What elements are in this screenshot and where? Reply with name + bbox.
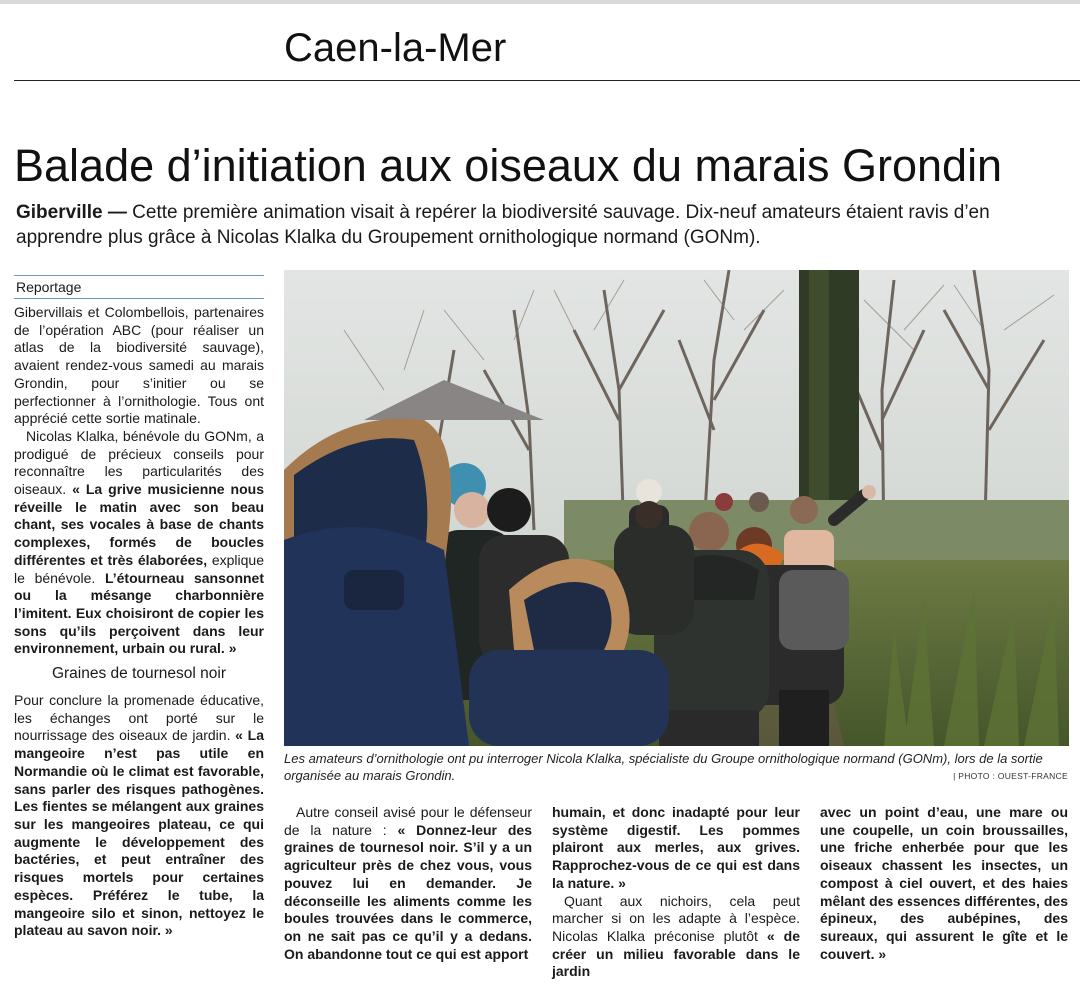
article-photo (284, 270, 1069, 746)
paragraph-feeding (14, 692, 264, 940)
column-1 (14, 304, 264, 940)
text-plain: Pour conclure la promenade éducative, les échanges ont porté sur le nourrissage des oiseaux de jardin. (14, 692, 264, 744)
quote-bold: « La mangeoire n’est pas utile en Normandie où le climat est favorable, sans parler des risques pathogènes. Les fientes se mélangent aux graines sur les mangeoires plateau, ce qui augmente le développement des bactéries, et peut entraîner des risques mortels pour certaines espèces. Préférez le tube, la mangeoire silo et sinon, nettoyez le plateau au savon noir. » (14, 727, 264, 939)
article-headline: Balade d’initiation aux oiseaux du marais Grondin (14, 140, 1003, 191)
text-plain: Nicolas Klalka, bénévole du GONm, a prodigué de précieux conseils pour reconnaître les particularités des oiseaux. (14, 427, 264, 498)
quote-bold: « Donnez-leur des graines de tournesol noir. S’il y a un agriculteur près de chez vous, vous pouvez lui en demander. Je déconseille les aliments comme les boules trouvées dans le commerce, on ne sait pas ce qu’il y a dedans. On abandonne tout ce qui est apport (284, 821, 532, 962)
lead-dateline: Giberville — (16, 202, 127, 223)
section-title: Caen-la-Mer (284, 26, 507, 70)
quote-bold: « La grive musicienne nous réveille le matin avec son beau chant, ses vocales à base de chants complexes, formés de boucles différentes et très élaborées, (14, 481, 264, 568)
birdwatchers-photo-illustration (284, 270, 1069, 746)
column-3 (552, 804, 800, 981)
photo-caption: Les amateurs d’ornithologie ont pu interroger Nicola Klalka, spécialiste du Groupe ornithologique normand (GONm), lors de la sortie organisée au marais Grondin. (284, 751, 1043, 783)
article-lead (16, 200, 1016, 250)
quote-bold: « de créer un milieu favorable dans le jardin (552, 927, 801, 980)
paragraph-nest-boxes (552, 893, 800, 982)
text-plain: Quant aux nichoirs, cela peut marcher si on les adapte à l’espèce. Nicolas Klalka préconise plutôt (552, 892, 800, 944)
quote-bold: avec un point d’eau, une mare ou une coupelle, un coin broussailles, une friche enherbée pour que les oiseaux chassent les insectes, un compost à ciel ouvert, et des haies mêlant des essences différentes, des épineux, des aubépines, des sureaux, qui assurent le gîte et le couvert. » (820, 804, 1068, 962)
paragraph-garden (820, 804, 1068, 963)
kicker-label: Reportage (14, 275, 264, 299)
paragraph-advice-2 (284, 804, 532, 963)
paragraph-advice (14, 428, 264, 658)
top-border (0, 0, 1080, 4)
column-2 (284, 804, 532, 963)
quote-bold: L’étourneau sansonnet ou la mésange charbonnière l’imitent. Eux choisiront de copier les sons qu’ils perçoivent dans leur environnement, urbain ou rural. » (14, 569, 264, 657)
paragraph-intro: Gibervillais et Colombellois, partenaires de l’opération ABC (pour réaliser un atlas de la biodiversité sauvage), avaient rendez-vous samedi au marais Grondin, pour s’initier ou se perfectionner à l’ornithologie. Tous ont apprécié cette sortie matinale. (14, 304, 264, 427)
lead-text: Cette première animation visait à repérer la biodiversité sauvage. Dix-neuf amateurs étaient ravis d’en apprendre plus grâce à Nicolas Klalka du Groupement ornithologique normand (GONm). (16, 202, 990, 248)
paragraph-advice-3 (552, 804, 800, 893)
photo-credit: | PHOTO : OUEST-FRANCE (953, 771, 1068, 781)
column-4 (820, 804, 1068, 963)
quote-bold: humain, et donc inadapté pour leur système digestif. Les pommes plairont aux merles, aux grives. Rapprochez-vous de ce qui est dans la nature. » (552, 804, 800, 891)
text-plain: Autre conseil avisé pour le défenseur de la nature : (284, 804, 532, 838)
text-plain: explique le bénévole. (14, 551, 264, 586)
section-rule (14, 80, 1080, 81)
subheading: Graines de tournesol noir (51, 665, 227, 683)
